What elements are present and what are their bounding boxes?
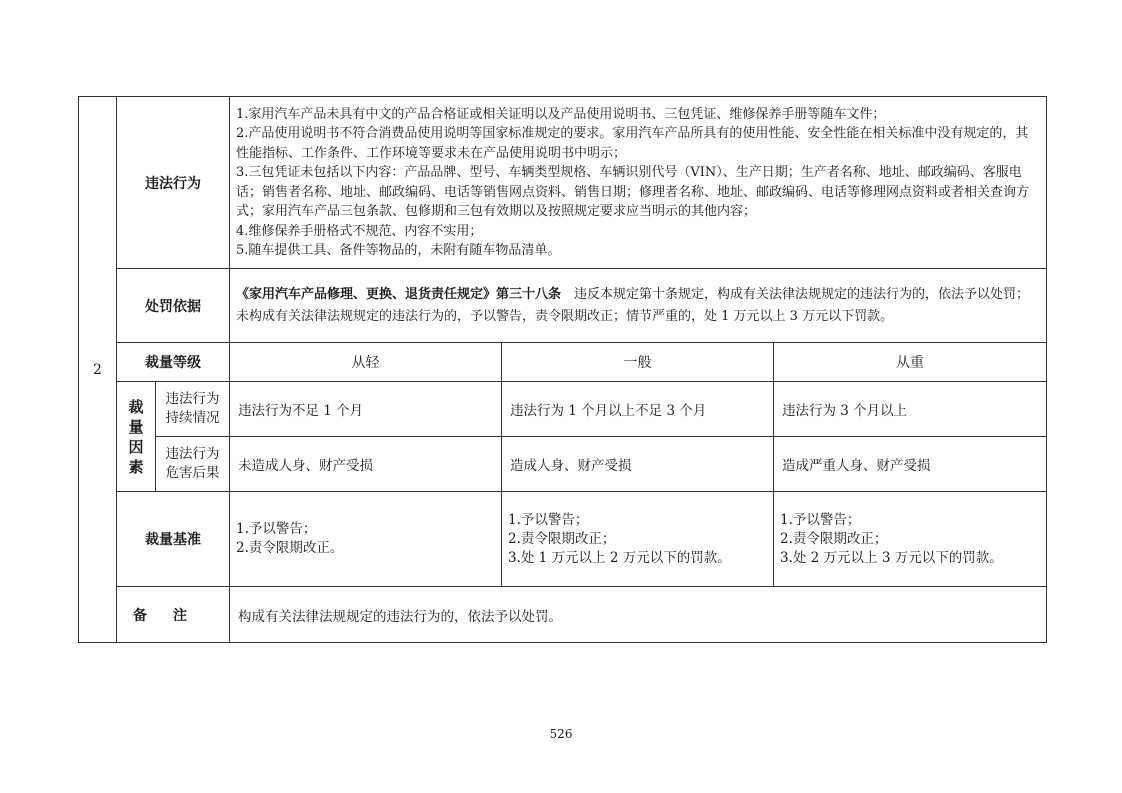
violation-line-4: 4.维修保养手册格式不规范、内容不实用； xyxy=(236,223,483,239)
factor-char-4: 素 xyxy=(128,457,144,476)
violation-line-1: 1.家用汽车产品未具有中文的产品合格证或相关证明以及产品使用说明书、三包凭证、维修保养手册等随车文件； xyxy=(236,106,886,122)
factor-char-1: 裁 xyxy=(128,397,144,416)
factor-row-duration xyxy=(79,382,1047,437)
level-label: 裁量等级 xyxy=(117,343,230,382)
standard-label: 裁量基准 xyxy=(117,492,230,587)
level-light: 从轻 xyxy=(230,343,502,382)
factor-name-line: 危害后果 xyxy=(165,465,220,481)
standard-line: 1.予以警告； xyxy=(780,511,861,528)
basis-body: 违反本规定第十条规定，构成有关法律法规规定的违法行为的，依法予以处罚；未构成有关法律法规规定的违法行为的，予以警告，责令限期改正；情节严重的，处 1 万元以上 3 万元以下罚款。 xyxy=(236,286,1030,324)
factor-name-line: 违法行为 xyxy=(165,391,220,407)
standard-line: 1.予以警告； xyxy=(508,511,589,528)
note-text: 构成有关法律法规规定的违法行为的，依法予以处罚。 xyxy=(230,587,1047,643)
violation-line-3: 3.三包凭证未包括以下内容：产品品牌、型号、车辆类型规格、车辆识别代号（VIN）、生产日期；生产者名称、地址、邮政编码、客服电话；销售者名称、地址、邮政编码、电话等销售网点资料、销售日期；修理者名称、地址、邮政编码、电话等修理网点资料或者相关查询方式；家用汽车产品三包条款、包修期和三包有效期以及按照规定要求应当明示的其他内容； xyxy=(236,165,1030,219)
basis-label: 处罚依据 xyxy=(117,269,230,343)
duration-heavy: 违法行为 3 个月以上 xyxy=(774,382,1047,437)
factor-name-line: 违法行为 xyxy=(165,446,220,462)
standard-line: 3.处 1 万元以上 2 万元以下的罚款。 xyxy=(508,549,731,566)
factor-name-duration xyxy=(156,382,230,437)
violation-row xyxy=(79,97,1047,269)
row-number: 2 xyxy=(79,97,117,643)
factor-char-2: 量 xyxy=(128,417,144,436)
basis-row xyxy=(79,269,1047,343)
page-number: 526 xyxy=(549,727,573,741)
standard-line: 1.予以警告； xyxy=(236,521,317,537)
standard-row xyxy=(79,492,1047,587)
harm-light: 未造成人身、财产受损 xyxy=(230,437,502,492)
factor-name-harm xyxy=(156,437,230,492)
violation-line-2: 2.产品使用说明书不符合消费品使用说明等国家标准规定的要求。家用汽车产品所具有的使用性能、安全性能在相关标准中没有规定的，其性能指标、工作条件、工作环境等要求未在产品使用说明书中明示； xyxy=(236,126,1029,161)
standard-line: 3.处 2 万元以上 3 万元以下的罚款。 xyxy=(780,549,1003,566)
harm-heavy: 造成严重人身、财产受损 xyxy=(774,437,1047,492)
basis-text xyxy=(230,269,1047,343)
level-normal: 一般 xyxy=(502,343,774,382)
violation-text xyxy=(230,97,1047,269)
standard-line: 2.责令限期改正。 xyxy=(236,540,344,556)
discretion-table xyxy=(78,96,1047,643)
violation-label: 违法行为 xyxy=(117,97,230,269)
level-row xyxy=(79,343,1047,382)
violation-line-5: 5.随车提供工具、备件等物品的，未附有随车物品清单。 xyxy=(236,243,561,258)
factor-char-3: 因 xyxy=(128,437,144,456)
standard-line: 2.责令限期改正； xyxy=(780,530,888,547)
factor-name-line: 持续情况 xyxy=(165,410,220,426)
factor-group-label xyxy=(117,382,156,492)
standard-line: 2.责令限期改正； xyxy=(508,530,616,547)
factor-row-harm xyxy=(79,437,1047,492)
basis-title: 《家用汽车产品修理、更换、退货责任规定》第三十八条 xyxy=(236,286,562,302)
level-heavy: 从重 xyxy=(774,343,1047,382)
standard-normal xyxy=(502,492,774,587)
standard-heavy xyxy=(774,492,1047,587)
duration-normal: 违法行为 1 个月以上不足 3 个月 xyxy=(502,382,774,437)
standard-light xyxy=(230,492,502,587)
note-label: 备注 xyxy=(117,587,230,643)
note-row xyxy=(79,587,1047,643)
duration-light: 违法行为不足 1 个月 xyxy=(230,382,502,437)
harm-normal: 造成人身、财产受损 xyxy=(502,437,774,492)
